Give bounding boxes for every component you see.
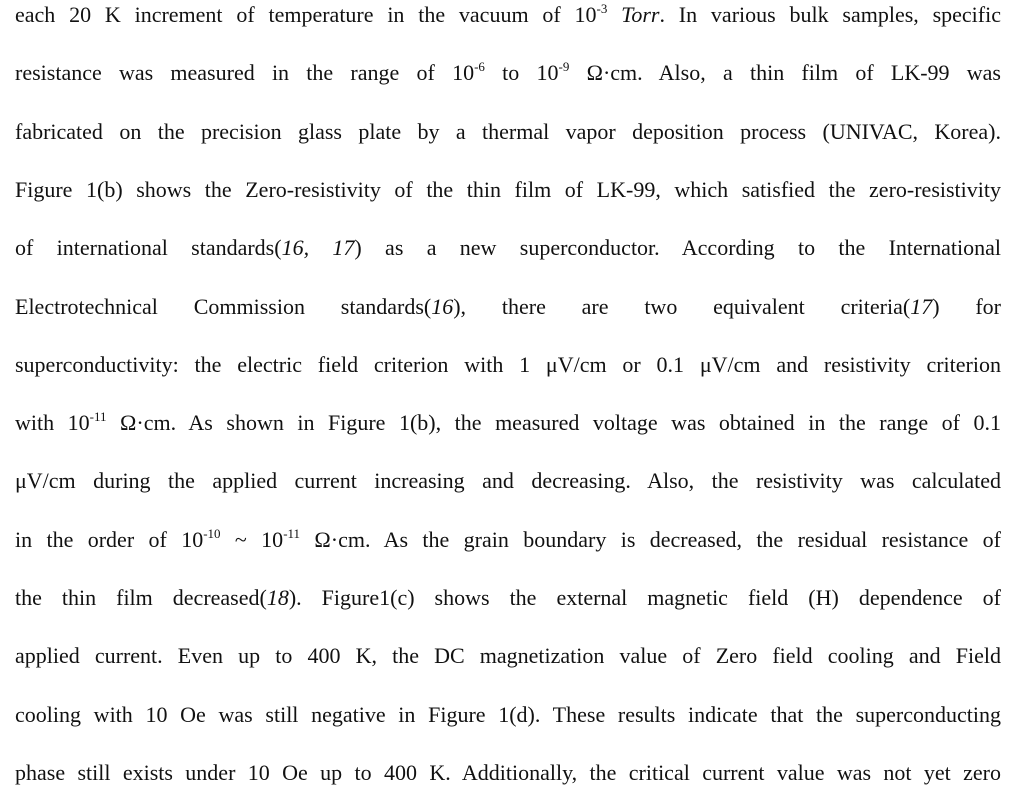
text-run: ) for	[932, 294, 1001, 319]
text-line	[15, 233, 1001, 263]
text-line	[15, 758, 1001, 788]
text-run: phase still exists under 10 Oe up to 400 K. Additionally, the critical current value was not yet zero	[15, 760, 1001, 785]
text-run: ), there are two equivalent criteria(	[453, 294, 911, 319]
text-line	[15, 58, 1001, 88]
text-run: Electrotechnical Commission standards(	[15, 294, 432, 319]
text-line	[15, 350, 1001, 380]
text-run: with 10	[15, 410, 90, 435]
text-run: superconductivity: the electric field criterion with 1 μV/cm or 0.1 μV/cm and resistivity criterion	[15, 352, 1001, 377]
text-run: ). Figure1(c) shows the external magnetic field (H) dependence of	[288, 585, 1001, 610]
text-line	[15, 175, 1001, 205]
text-run: μV/cm during the applied current increasing and decreasing. Also, the resistivity was calculated	[15, 468, 1001, 493]
text-run: cooling with 10 Oe was still negative in Figure 1(d). These results indicate that the superconducting	[15, 702, 1001, 727]
superscript: -10	[203, 525, 221, 541]
text-line	[15, 466, 1001, 496]
text-line	[15, 641, 1001, 671]
text-run: the thin film decreased(	[15, 585, 267, 610]
text-run: Ω·cm. As the grain boundary is decreased, the residual resistance of	[300, 527, 1002, 552]
text-run: Ω·cm. As shown in Figure 1(b), the measured voltage was obtained in the range of 0.1	[106, 410, 1001, 435]
text-line	[15, 525, 1001, 555]
text-run: in the order of 10	[15, 527, 204, 552]
italic-text: Torr	[621, 2, 660, 27]
text-run: Ω·cm. Also, a thin film of LK-99 was	[569, 60, 1001, 85]
superscript: -11	[89, 408, 107, 424]
text-line	[15, 0, 1001, 30]
text-run: Figure 1(b) shows the Zero-resistivity of the thin film of LK-99, which satisfied the zero-resistivity	[15, 177, 1001, 202]
italic-text: 16, 17	[281, 235, 355, 260]
text-line	[15, 700, 1001, 730]
text-run: ) as a new superconductor. According to the International	[354, 235, 1001, 260]
text-run: resistance was measured in the range of 10	[15, 60, 475, 85]
text-run	[607, 2, 621, 27]
text-line	[15, 408, 1001, 438]
text-line	[15, 117, 1001, 147]
text-run: ~ 10	[220, 527, 284, 552]
italic-text: 17	[910, 294, 933, 319]
superscript: -3	[596, 0, 608, 16]
italic-text: 18	[266, 585, 289, 610]
text-run: to 10	[484, 60, 559, 85]
text-run: fabricated on the precision glass plate by a thermal vapor deposition process (UNIVAC, Korea).	[15, 119, 1001, 144]
text-run: . In various bulk samples, specific	[659, 2, 1001, 27]
text-line	[15, 292, 1001, 322]
text-run: of international standards(	[15, 235, 282, 260]
italic-text: 16	[431, 294, 454, 319]
superscript: -11	[283, 525, 301, 541]
superscript: -6	[474, 58, 485, 74]
superscript: -9	[558, 58, 570, 74]
text-line	[15, 583, 1001, 613]
text-run: each 20 K increment of temperature in the vacuum of 10	[15, 2, 597, 27]
text-run: applied current. Even up to 400 K, the DC magnetization value of Zero field cooling and Field	[15, 643, 1001, 668]
